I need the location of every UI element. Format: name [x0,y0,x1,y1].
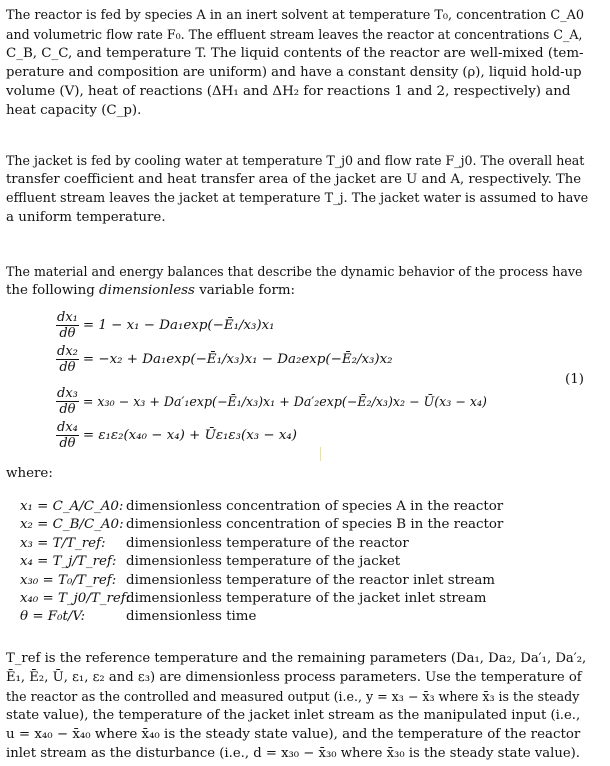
equation-block [56,310,596,460]
paragraph-reactor-description [6,6,582,120]
emphasis-dimensionless: dimensionless [99,283,195,298]
text-line: effluent stream leaves the jacket at temperature T_j. The jacket water is assumed to have [6,191,589,206]
paragraph-jacket-description [6,151,589,227]
text-line: state value), the temperature of the jacket inlet stream as the manipulated input (i.e., [6,708,581,723]
definition-row: x₂ = C_B/C_A0: dimensionless concentration of species B in the reactor [20,517,504,533]
where-label: where: [6,466,53,481]
equation-number: (1) [565,372,584,387]
definition-row: x₃ = T/T_ref: dimensionless temperature of the reactor [20,535,409,551]
definitions-list [20,498,503,627]
derivative-fraction: $\frac{\text{dx₁}}{d\theta}$ [57,310,78,341]
paragraph-balances-intro [6,262,582,300]
equation-row-1 [56,310,275,341]
derivative-fraction: $\frac{\text{dx₃}}{d\theta}$ [57,386,78,417]
text-line: T_ref is the reference temperature and the remaining parameters (Da₁, Da₂, Da′₁, Da′₂, [6,651,587,666]
equation-rhs: = ε₁ε₂(x₄₀ − x₄) + Ūε₁ε₃(x₃ − x₄) [82,428,297,443]
text-line: and volumetric flow rate F₀. The effluent stream leaves the reactor at concentrations C_A, [6,27,583,42]
definition-row: x₄₀ = T_j0/T_ref: dimensionless temperature of the jacket inlet stream [20,590,487,606]
derivative-fraction: $\frac{\text{dx₄}}{d\theta}$ [57,420,78,451]
derivative-fraction: $\frac{\text{dx₂}}{d\theta}$ [57,344,78,375]
text-line: a uniform temperature. [6,210,166,225]
definition-row: θ = F₀t/V: dimensionless time [20,609,257,625]
equation-rhs: = x₃₀ − x₃ + Da′₁exp(−Ē₁/x₃)x₁ + Da′₂exp(−Ē₂/x₃)x₂ − Ū(x₃ − x₄) [82,394,487,409]
text-line: inlet stream as the disturbance (i.e., d = x₃₀ − x̄₃₀ where x̄₃₀ is the steady state value). [6,746,580,761]
text-line: heat capacity (C_p). [6,103,142,118]
text-line: the following dimensionless variable form: [6,283,296,298]
text-line: The material and energy balances that describe the dynamic behavior of the process have [6,264,583,279]
text-cursor [320,447,321,461]
equation-row-3 [56,386,487,417]
text-line: The reactor is fed by species A in an inert solvent at temperature T₀, concentration C_A0 [6,8,584,23]
text-line: the reactor as the controlled and measured output (i.e., y = x₃ − x̄₃ where x̄₃ is the steady [6,689,580,704]
text-line: C_B, C_C, and temperature T. The liquid contents of the reactor are well-mixed (tem- [6,46,584,61]
text-line: volume (V), heat of reactions (ΔH₁ and ΔH₂ for reactions 1 and 2, respectively) and [6,84,571,99]
text-line: transfer coefficient and heat transfer area of the jacket are U and A, respectively. The [6,172,582,187]
definition-row: x₁ = C_A/C_A0: dimensionless concentration of species A in the reactor [20,499,504,514]
paragraph-control-problem [6,649,587,763]
definition-row: x₃₀ = T₀/T_ref: dimensionless temperature of the reactor inlet stream [20,572,496,588]
equation-rhs: = −x₂ + Da₁exp(−Ē₁/x₃)x₁ − Da₂exp(−Ē₂/x₃)x₂ [82,352,393,367]
equation-rhs: = 1 − x₁ − Da₁exp(−Ē₁/x₃)x₁ [82,318,275,333]
text-line: Ē₁, Ē₂, Ū, ε₁, ε₂ and ε₃) are dimensionless process parameters. Use the temperature of [6,670,582,685]
text-line: perature and composition are uniform) and have a constant density (ρ), liquid hold-up [6,65,582,80]
definition-row: x₄ = T_j/T_ref: dimensionless temperature of the jacket [20,554,401,570]
equation-row-4 [56,420,297,451]
text-line: The jacket is fed by cooling water at temperature T_j0 and flow rate F_j0. The overall heat [6,153,585,168]
text-line: u = x₄₀ − x̄₄₀ where x̄₄₀ is the steady state value), and the temperature of the reactor [6,727,581,742]
equation-row-2 [56,344,393,375]
